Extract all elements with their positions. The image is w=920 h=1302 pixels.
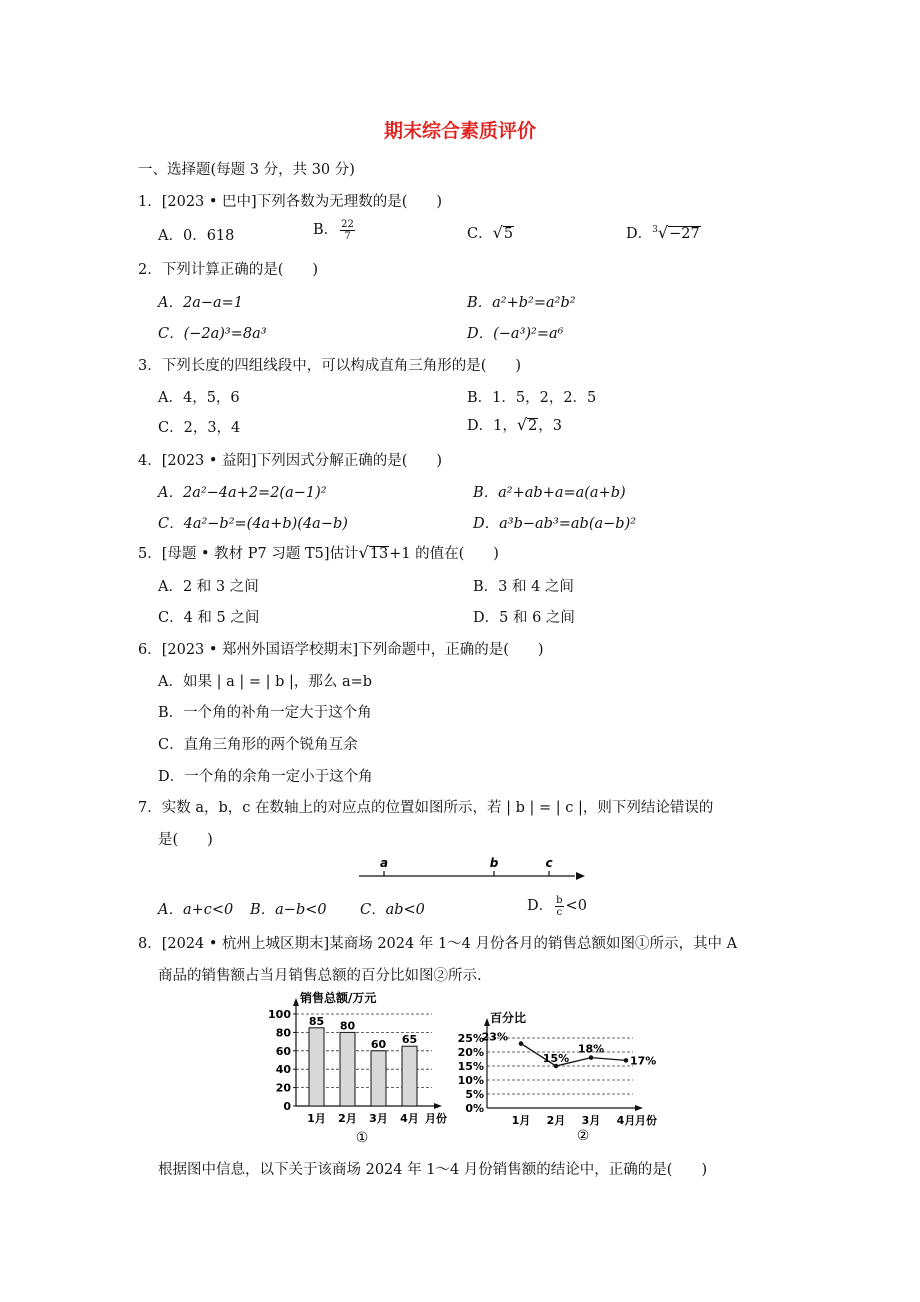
x-axis-arrow-icon bbox=[635, 1105, 643, 1111]
y-tick-label-4: 20% bbox=[457, 1046, 484, 1059]
bar-value-label-2: 80 bbox=[339, 1019, 356, 1033]
q7-option-d-rest: <0 bbox=[565, 898, 587, 914]
bar-4 bbox=[402, 1046, 417, 1106]
x-axis-label: 月份 bbox=[425, 1112, 447, 1125]
point-label-1: 23% bbox=[481, 1030, 508, 1044]
y-tick-label-2: 10% bbox=[457, 1074, 484, 1087]
q7-fraction bbox=[555, 895, 563, 918]
q7-stem-line2: 是( ) bbox=[158, 832, 213, 848]
point-label-b: b bbox=[489, 856, 499, 870]
q5-stem-post: +1 的值在( ) bbox=[389, 546, 499, 562]
q3-option-c: C．2，3，4 bbox=[158, 420, 241, 436]
q7-option-b: B．a−b<0 bbox=[250, 902, 327, 918]
q1-stem: 1．[2023 • 巴中]下列各数为无理数的是( ) bbox=[138, 194, 443, 210]
y-tick-label-0: 0 bbox=[283, 1100, 291, 1113]
point-3 bbox=[589, 1055, 594, 1060]
q2-option-c: C．(−2a)³=8a³ bbox=[158, 326, 267, 342]
point-1 bbox=[519, 1041, 524, 1046]
bar-1 bbox=[309, 1028, 324, 1106]
q5-stem bbox=[138, 542, 499, 563]
bar-value-label-4: 65 bbox=[401, 1033, 418, 1047]
point-label-2: 15% bbox=[542, 1052, 570, 1065]
y-tick-label-0: 0% bbox=[465, 1102, 484, 1115]
q1-option-d-label: D． bbox=[626, 226, 653, 242]
q6-option-a: A．如果 | a | = | b |，那么 a=b bbox=[158, 674, 373, 690]
chart-title: 百分比 bbox=[490, 1011, 527, 1025]
point-label-4: 17% bbox=[630, 1054, 657, 1068]
q7-option-a: A．a+c<0 bbox=[158, 902, 234, 918]
q8-stem-line1: 8．[2024 • 杭州上城区期末]某商场 2024 年 1～4 月份各月的销售总额如图①所示，其中 A bbox=[138, 936, 738, 952]
cbrt-icon: √ bbox=[657, 223, 669, 242]
point-label-a: a bbox=[379, 856, 389, 870]
x-tick-label-4: 4月 bbox=[616, 1114, 636, 1127]
bar-2 bbox=[340, 1032, 355, 1106]
q1-option-b-label: B． bbox=[313, 222, 339, 238]
q2-option-a: A．2a−a=1 bbox=[158, 295, 244, 311]
x-tick-label-3: 3月 bbox=[581, 1114, 601, 1127]
point-label-3: 18% bbox=[577, 1042, 605, 1056]
q7-option-d-label: D． bbox=[527, 898, 554, 914]
q6-option-b: B．一个角的补角一定大于这个角 bbox=[158, 705, 372, 721]
x-axis-arrow-icon bbox=[434, 1103, 442, 1109]
q8-conclusion: 根据图中信息，以下关于该商场 2024 年 1～4 月份销售额的结论中，正确的是( ) bbox=[158, 1162, 708, 1178]
q5-option-c: C．4 和 5 之间 bbox=[158, 610, 260, 626]
q2-stem: 2．下列计算正确的是( ) bbox=[138, 262, 319, 278]
bar-value-label-3: 60 bbox=[370, 1037, 387, 1051]
bar-value-label-1: 85 bbox=[308, 1014, 325, 1028]
y-tick-label-5: 25% bbox=[457, 1032, 484, 1045]
y-tick-label-5: 100 bbox=[268, 1008, 291, 1021]
point-label-c: c bbox=[545, 856, 553, 870]
q1-option-c-label: C． bbox=[467, 226, 493, 242]
q2-option-b: B．a²+b²=a²b² bbox=[467, 295, 576, 311]
y-tick-label-3: 60 bbox=[275, 1044, 291, 1058]
q6-option-c: C．直角三角形的两个锐角互余 bbox=[158, 737, 358, 753]
q4-stem: 4．[2023 • 益阳]下列因式分解正确的是( ) bbox=[138, 453, 443, 469]
q1-option-d-index: 3 bbox=[652, 225, 658, 236]
q1-option-c bbox=[467, 222, 514, 243]
q1-option-d-radicand: −27 bbox=[669, 226, 700, 242]
x-tick-label-2: 2月 bbox=[338, 1112, 357, 1125]
q8-stem-line2: 商品的销售额占当月销售总额的百分比如图②所示. bbox=[158, 968, 482, 984]
q1-option-b bbox=[313, 218, 357, 242]
y-tick-label-3: 15% bbox=[457, 1060, 484, 1073]
q1-fraction bbox=[340, 219, 355, 242]
chart-caption: ① bbox=[355, 1130, 369, 1146]
chart-title: 销售总额/万元 bbox=[300, 991, 377, 1005]
x-tick-label-2: 2月 bbox=[546, 1114, 566, 1127]
section-heading: 一、选择题(每题 3 分，共 30 分) bbox=[138, 162, 355, 178]
y-tick-label-2: 40 bbox=[275, 1063, 291, 1077]
series-line bbox=[521, 1044, 626, 1066]
q7-fraction-den: c bbox=[556, 906, 563, 918]
page-title: 期末综合素质评价 bbox=[383, 120, 536, 142]
q7-stem-line1: 7．实数 a，b，c 在数轴上的对应点的位置如图所示，若 | b | = | c |，则下列结论错误的 bbox=[138, 800, 714, 816]
q7-option-c: C．ab<0 bbox=[360, 902, 425, 918]
q7-option-d bbox=[527, 894, 587, 918]
chart-caption: ② bbox=[576, 1128, 590, 1144]
q7-number-line bbox=[355, 852, 590, 886]
x-tick-label-4: 4月 bbox=[400, 1112, 419, 1125]
sqrt-icon: √ bbox=[492, 223, 503, 242]
q3-option-b: B．1．5，2，2．5 bbox=[467, 390, 597, 406]
q2-option-d: D．(−a³)²=a⁶ bbox=[467, 326, 564, 342]
q4-option-a: A．2a²−4a+2=2(a−1)² bbox=[158, 485, 327, 501]
q3-stem: 3．下列长度的四组线段中，可以构成直角三角形的是( ) bbox=[138, 358, 522, 374]
q1-option-a: A．0．618 bbox=[158, 228, 235, 244]
q3-option-d-rest: ，3 bbox=[538, 418, 563, 434]
x-tick-label-1: 1月 bbox=[307, 1112, 326, 1125]
q1-fraction-num: 22 bbox=[341, 218, 354, 230]
sqrt-icon: √ bbox=[516, 415, 528, 434]
y-tick-label-4: 80 bbox=[275, 1026, 291, 1040]
q5-option-b: B．3 和 4 之间 bbox=[473, 579, 574, 595]
y-axis-arrow-icon bbox=[293, 998, 299, 1006]
chart-percentage bbox=[455, 1010, 680, 1160]
bar-3 bbox=[371, 1051, 386, 1106]
y-tick-label-1: 5% bbox=[465, 1088, 484, 1101]
chart-sales-total bbox=[262, 990, 462, 1160]
q1-option-c-radicand: 5 bbox=[503, 226, 514, 242]
point-4 bbox=[624, 1058, 629, 1063]
x-axis-label: 月份 bbox=[635, 1114, 657, 1127]
sqrt-icon: √ bbox=[358, 543, 369, 562]
q5-stem-pre: 5．[母题 • 教材 P7 习题 T5]估计 bbox=[138, 546, 359, 562]
q3-option-a: A．4，5，6 bbox=[158, 390, 240, 406]
q5-option-a: A．2 和 3 之间 bbox=[158, 579, 259, 595]
y-tick-label-1: 20 bbox=[275, 1081, 291, 1095]
q6-option-d: D．一个角的余角一定小于这个角 bbox=[158, 769, 373, 785]
arrow-icon bbox=[576, 872, 585, 880]
q6-stem: 6．[2023 • 郑州外国语学校期末]下列命题中，正确的是( ) bbox=[138, 642, 544, 658]
x-tick-label-3: 3月 bbox=[369, 1112, 388, 1125]
q4-option-c: C．4a²−b²=(4a+b)(4a−b) bbox=[158, 516, 348, 532]
q1-option-d bbox=[626, 222, 701, 243]
q5-option-d: D．5 和 6 之间 bbox=[473, 610, 575, 626]
q3-option-d bbox=[467, 414, 562, 435]
q1-fraction-den: 7 bbox=[344, 230, 351, 242]
q3-option-d-radicand: 2 bbox=[528, 418, 538, 434]
q4-option-b: B．a²+ab+a=a(a+b) bbox=[473, 485, 626, 501]
q4-option-d: D．a³b−ab³=ab(a−b)² bbox=[473, 516, 637, 532]
q7-fraction-num: b bbox=[556, 894, 563, 906]
q5-stem-radicand: 13 bbox=[369, 546, 389, 562]
x-tick-label-1: 1月 bbox=[511, 1114, 531, 1127]
q3-option-d-label: D．1， bbox=[467, 418, 517, 434]
